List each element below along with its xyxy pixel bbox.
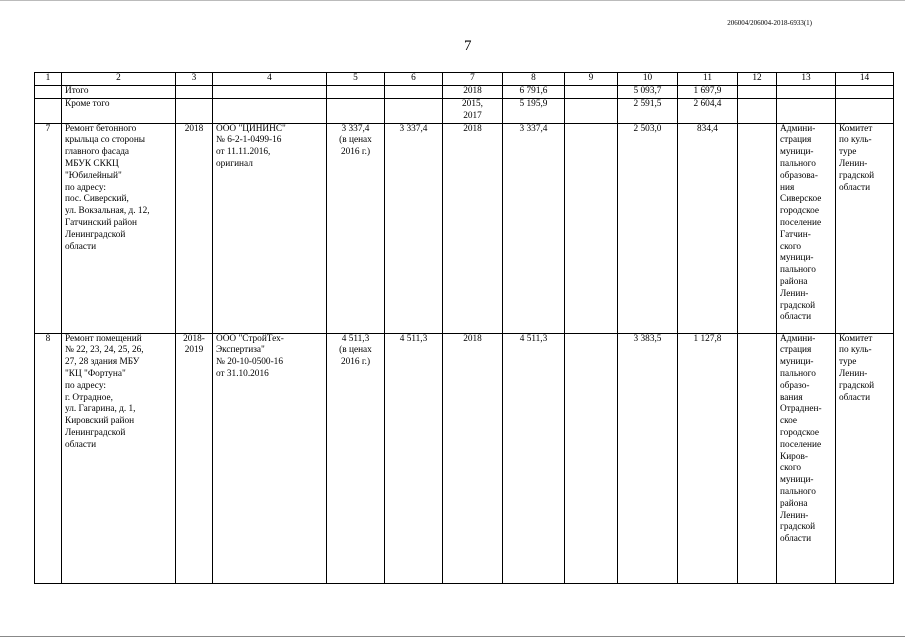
- summary-year: 2015, 2017: [443, 99, 503, 124]
- col-7-year: 2018: [443, 333, 503, 583]
- expertise-info: ООО "СтройТех- Экспертиза" № 20-10-0500-16 от 31.10.2016: [213, 333, 327, 583]
- col-number: 4: [213, 73, 327, 86]
- col-9-value: [565, 333, 618, 583]
- col-12-value: [738, 333, 777, 583]
- col-11-value: 834,4: [678, 123, 738, 333]
- col-8-value: 4 511,3: [503, 333, 565, 583]
- summary-total: 6 791,6: [503, 86, 565, 99]
- executor: Админи- страция муници- пального образова- ния Сиверское городское поселение Гатчин- ского муници- пального района Ленин- градской области: [777, 123, 836, 333]
- object-name: Ремонт помещений № 22, 23, 24, 25, 26, 27, 28 здания МБУ "КЦ "Фортуна" по адресу: г. Отрадное, ул. Гагарина, д. 1, Кировский район Ленинградской области: [62, 333, 176, 583]
- col-number: 5: [327, 73, 385, 86]
- col-number: 10: [618, 73, 678, 86]
- table-row: [35, 333, 894, 583]
- summary-local: 1 697,9: [678, 86, 738, 99]
- col-number: 6: [385, 73, 443, 86]
- summary-total: 5 195,9: [503, 99, 565, 124]
- col-number: 8: [503, 73, 565, 86]
- customer: Комитет по куль- туре Ленин- градской области: [836, 333, 894, 583]
- page-number: 7: [464, 38, 472, 54]
- row-number: 7: [35, 123, 62, 333]
- col-number: 1: [35, 73, 62, 86]
- executor: Админи- страция муници- пального образо- вания Отраднен- ское городское поселение Киров- ского муници- пального района Ленин- градской области: [777, 333, 836, 583]
- column-number-row: [35, 73, 894, 86]
- work-years: 2018- 2019: [176, 333, 213, 583]
- summary-regional: 2 591,5: [618, 99, 678, 124]
- summary-local: 2 604,4: [678, 99, 738, 124]
- customer: Комитет по куль- туре Ленин- градской области: [836, 123, 894, 333]
- col-6-value: 3 337,4: [385, 123, 443, 333]
- estimated-cost: 4 511,3 (в ценах 2016 г.): [327, 333, 385, 583]
- budget-table: [34, 72, 894, 584]
- col-number: 2: [62, 73, 176, 86]
- col-10-value: 2 503,0: [618, 123, 678, 333]
- col-9-value: [565, 123, 618, 333]
- col-number: 3: [176, 73, 213, 86]
- summary-label: Кроме того: [62, 99, 176, 124]
- expertise-info: ООО "ЦИНИНС" № 6-2-1-0499-16 от 11.11.2016, оригинал: [213, 123, 327, 333]
- document-code: 206004/206004-2018-6933(1): [727, 19, 812, 27]
- summary-year: 2018: [443, 86, 503, 99]
- col-number: 11: [678, 73, 738, 86]
- summary-row-additional: [35, 99, 894, 124]
- bottom-border: [0, 636, 905, 637]
- top-border: [0, 0, 905, 1]
- col-11-value: 1 127,8: [678, 333, 738, 583]
- col-8-value: 3 337,4: [503, 123, 565, 333]
- estimated-cost: 3 337,4 (в ценах 2016 г.): [327, 123, 385, 333]
- row-number: 8: [35, 333, 62, 583]
- col-6-value: 4 511,3: [385, 333, 443, 583]
- table-row: [35, 123, 894, 333]
- summary-row-total: [35, 86, 894, 99]
- object-name: Ремонт бетонного крыльца со стороны главного фасада МБУК СККЦ "Юбилейный" по адресу: пос. Сиверский, ул. Вокзальная, д. 12, Гатчинский район Ленинградской области: [62, 123, 176, 333]
- col-12-value: [738, 123, 777, 333]
- col-number: 13: [777, 73, 836, 86]
- col-number: 7: [443, 73, 503, 86]
- col-number: 14: [836, 73, 894, 86]
- col-number: 9: [565, 73, 618, 86]
- work-years: 2018: [176, 123, 213, 333]
- col-10-value: 3 383,5: [618, 333, 678, 583]
- summary-regional: 5 093,7: [618, 86, 678, 99]
- col-7-year: 2018: [443, 123, 503, 333]
- col-number: 12: [738, 73, 777, 86]
- summary-label: Итого: [62, 86, 176, 99]
